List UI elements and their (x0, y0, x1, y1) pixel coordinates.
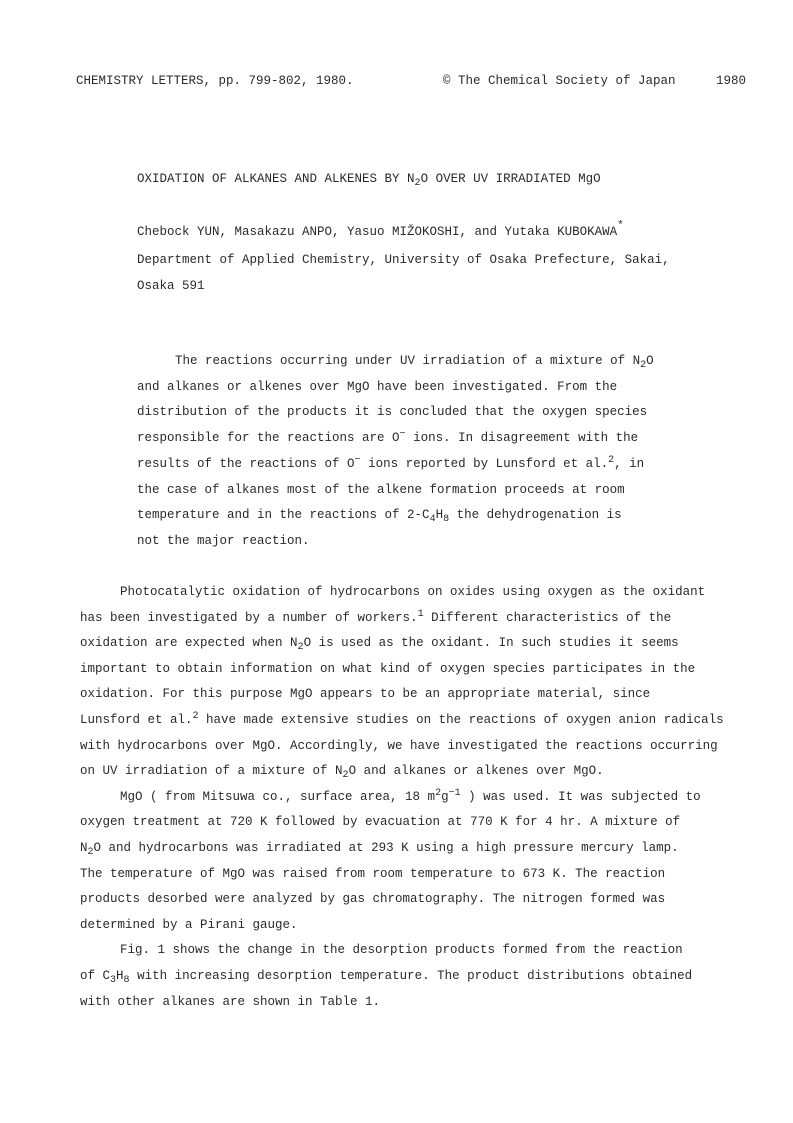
paragraph-results: Fig. 1 shows the change in the desorption products formed from the reaction (120, 943, 683, 958)
journal-citation: CHEMISTRY LETTERS, pp. 799-802, 1980. (76, 74, 354, 88)
citation-ref: 1 (417, 608, 424, 620)
paragraph-intro: Photocatalytic oxidation of hydrocarbons on oxides using oxygen as the oxidant (120, 585, 706, 599)
paper-title: OXIDATION OF ALKANES AND ALKENES BY $N_2O$ OVER UV IRRADIATED MgO (137, 172, 601, 189)
author-list: Chebock YUN, Masakazu ANPO, Yasuo MIŽOKOSHI, and Yutaka KUBOKAWA* (137, 220, 624, 239)
citation-ref: 2 (192, 710, 199, 722)
header-year: 1980 (715, 74, 746, 88)
affiliation: Department of Applied Chemistry, University of Osaka Prefecture, Sakai, Osaka 591 (137, 253, 670, 293)
corresponding-author-mark: * (617, 220, 624, 232)
abstract: The reactions occurring under UV irradiation of a mixture of $N_2O$ and alkanes or alkenes over MgO have been investigated. From the distribution of the products it is concluded that the oxygen species responsible for the reactions are O− ions. In disagreement with the results of the reactions of O− ions reported by Lunsford et al.$^2$, in the case of alkanes most of the alkene formation proceeds at room temperature and in the reactions of $2-C_4H_8$ the dehydrogenation is not the major reaction. (137, 354, 654, 548)
citation-ref: 2 (608, 454, 615, 466)
copyright-notice: © The Chemical Society of Japan (443, 74, 676, 88)
paragraph-experimental: MgO ( from Mitsuwa co., surface area, 18 $m^2g^{-1}$ ) was used. It was subjected to (120, 787, 701, 804)
body-text: Photocatalytic oxidation of hydrocarbons on oxides using oxygen as the oxidant has been investigated by a number of workers.$^1$ Different characteristics of the oxidation are expected when $N_2O$ is used as the oxidant. In such studies it seems important to obtain information on what kind of oxygen species participates in the oxidation. For this purpose MgO appears to be an appropriate material, since Lunsford et al.$^2$ have made extensive studies on the reactions of oxygen anion radicals with hydrocarbons over MgO. Accordingly, we have investigated the reactions occurring on UV irradiation of a mixture of $N_2O$ and alkanes or alkenes over MgO. MgO ( from Mitsuwa co., surface area, 18 $m^2g^{-1}$ ) was used. It was subjected to oxygen treatment at 720 K followed by evacuation at 770 K for 4 hr. A mixture of $N_2O$ and hydrocarbons was irradiated at 293 K using a high pressure mercury lamp. The temperature of MgO was raised from room temperature to 673 K. The reaction products desorbed were analyzed by gas chromatography. The nitrogen formed was determined by a Pirani gauge. Fig. 1 shows the change in the desorption products formed from the reaction of $C_3H_8$ with increasing desorption temperature. The product distributions obtained with other alkanes are shown in Table 1. (80, 580, 740, 1015)
